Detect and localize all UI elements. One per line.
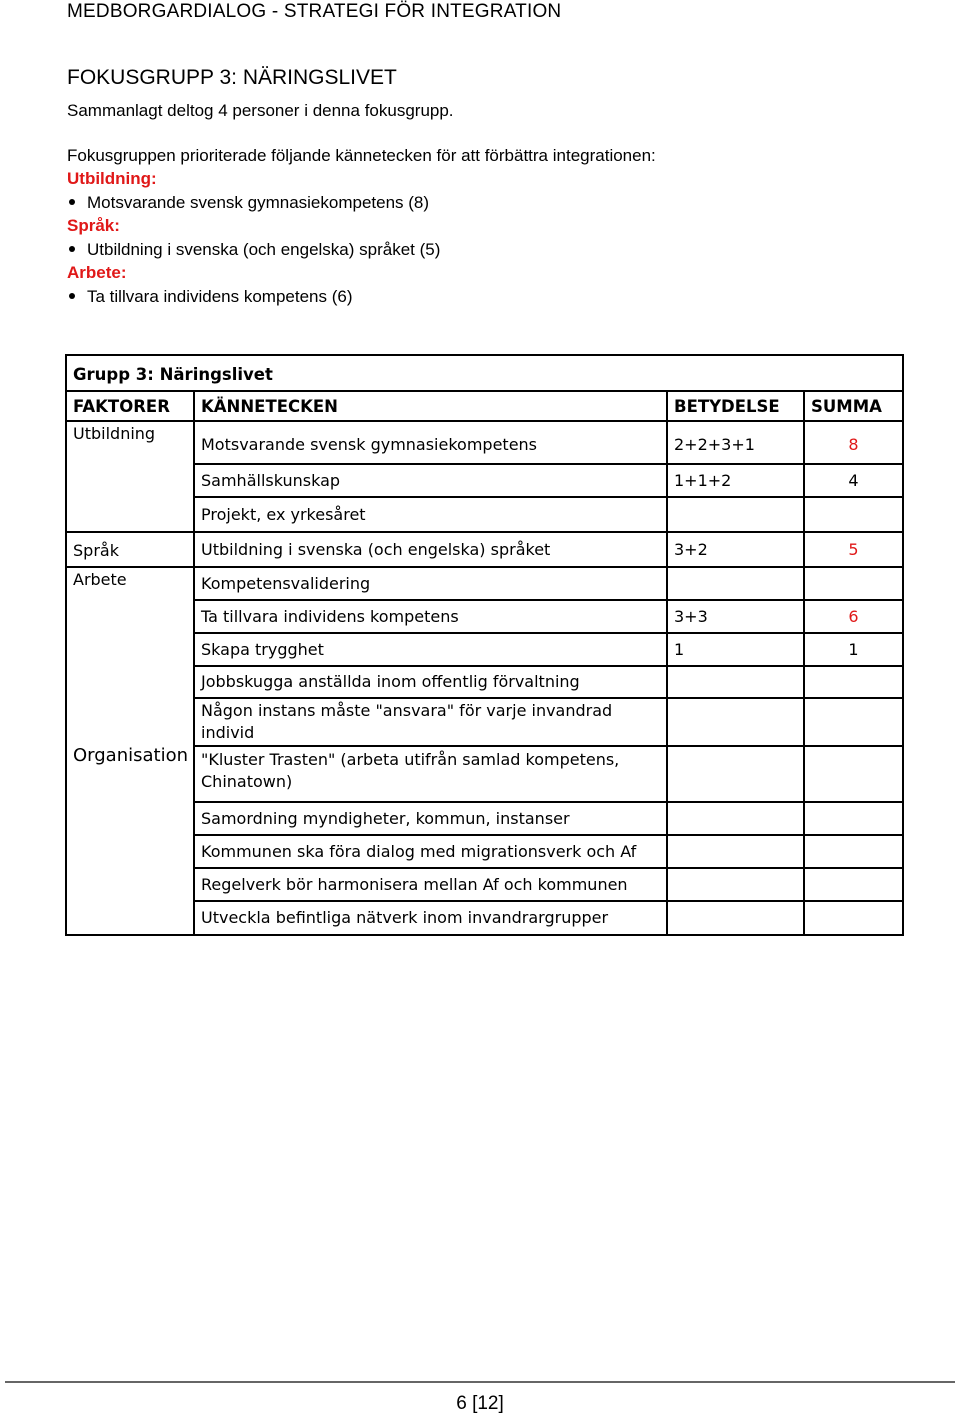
kannetecken-cell: Samhällskunskap <box>194 464 667 497</box>
category-label-utbildning: Utbildning: <box>67 169 157 188</box>
document-header: MEDBORGARDIALOG - STRATEGI FÖR INTEGRATION <box>67 1 562 22</box>
summa-cell <box>804 497 903 532</box>
betydelse-cell <box>667 497 804 532</box>
kannetecken-cell: Kommunen ska föra dialog med migrationsverk och Af <box>194 835 667 868</box>
factor-cell: Språk <box>66 532 194 567</box>
kannetecken-cell: Utveckla befintliga nätverk inom invandrargrupper <box>194 901 667 935</box>
summa-cell <box>804 802 903 835</box>
summa-cell <box>804 868 903 901</box>
factor-cell: Utbildning <box>66 421 194 532</box>
betydelse-cell <box>667 868 804 901</box>
footer-divider <box>5 1381 955 1383</box>
column-header-kannetecken: KÄNNETECKEN <box>194 391 667 421</box>
betydelse-cell: 1+1+2 <box>667 464 804 497</box>
summa-cell: 6 <box>804 600 903 633</box>
kannetecken-cell: Kompetensvalidering <box>194 567 667 600</box>
kannetecken-cell: Motsvarande svensk gymnasiekompetens <box>194 421 667 464</box>
page-number: 6 [12] <box>456 1393 504 1414</box>
kannetecken-cell: Regelverk bör harmonisera mellan Af och kommunen <box>194 868 667 901</box>
betydelse-cell <box>667 802 804 835</box>
kannetecken-cell: Ta tillvara individens kompetens <box>194 600 667 633</box>
kannetecken-cell: Jobbskugga anställda inom offentlig förvaltning <box>194 666 667 698</box>
table-row <box>66 421 903 464</box>
summa-cell <box>804 567 903 600</box>
summa-cell: 5 <box>804 532 903 567</box>
bullet-icon <box>69 199 75 205</box>
bullet-icon <box>69 293 75 299</box>
bullet-item-arbete: Ta tillvara individens kompetens (6) <box>67 287 353 307</box>
factor-cell <box>66 802 194 935</box>
kannetecken-cell: Samordning myndigheter, kommun, instanser <box>194 802 667 835</box>
bullet-item-sprak: Utbildning i svenska (och engelska) språket (5) <box>67 240 440 260</box>
summa-cell: 4 <box>804 464 903 497</box>
betydelse-cell: 1 <box>667 633 804 666</box>
factors-table <box>65 354 904 936</box>
column-header-faktorer: FAKTORER <box>66 391 194 421</box>
summa-cell <box>804 746 903 802</box>
summa-cell <box>804 666 903 698</box>
betydelse-cell <box>667 835 804 868</box>
category-label-sprak: Språk: <box>67 216 120 235</box>
betydelse-cell <box>667 698 804 746</box>
summa-cell <box>804 901 903 935</box>
bullet-item-utbildning: Motsvarande svensk gymnasiekompetens (8) <box>67 193 429 213</box>
table-title: Grupp 3: Näringslivet <box>66 355 903 391</box>
betydelse-cell: 2+2+3+1 <box>667 421 804 464</box>
summa-cell <box>804 835 903 868</box>
table-row <box>66 567 903 600</box>
betydelse-cell: 3+2 <box>667 532 804 567</box>
kannetecken-cell: Projekt, ex yrkesåret <box>194 497 667 532</box>
betydelse-cell <box>667 666 804 698</box>
kannetecken-cell: Någon instans måste "ansvara" för varje invandrad individ <box>194 698 667 746</box>
betydelse-cell <box>667 901 804 935</box>
kannetecken-cell: Skapa trygghet <box>194 633 667 666</box>
column-header-betydelse: BETYDELSE <box>667 391 804 421</box>
factor-label-organisation: Organisation <box>73 745 189 766</box>
table-row <box>66 532 903 567</box>
kannetecken-cell: Utbildning i svenska (och engelska) språket <box>194 532 667 567</box>
betydelse-cell <box>667 746 804 802</box>
betydelse-cell: 3+3 <box>667 600 804 633</box>
lead-text: Fokusgruppen prioriterade följande kännetecken för att förbättra integrationen: <box>67 146 656 165</box>
factor-cell: Arbete <box>66 567 194 802</box>
summa-cell: 8 <box>804 421 903 464</box>
betydelse-cell <box>667 567 804 600</box>
summa-cell <box>804 698 903 746</box>
kannetecken-cell: "Kluster Trasten" (arbeta utifrån samlad kompetens, Chinatown) <box>194 746 667 802</box>
bullet-icon <box>69 246 75 252</box>
table-row <box>66 802 903 835</box>
column-header-summa: SUMMA <box>804 391 903 421</box>
summa-cell: 1 <box>804 633 903 666</box>
section-heading: FOKUSGRUPP 3: NÄRINGSLIVET <box>67 66 397 89</box>
intro-text: Sammanlagt deltog 4 personer i denna fokusgrupp. <box>67 101 454 120</box>
category-label-arbete: Arbete: <box>67 263 127 282</box>
